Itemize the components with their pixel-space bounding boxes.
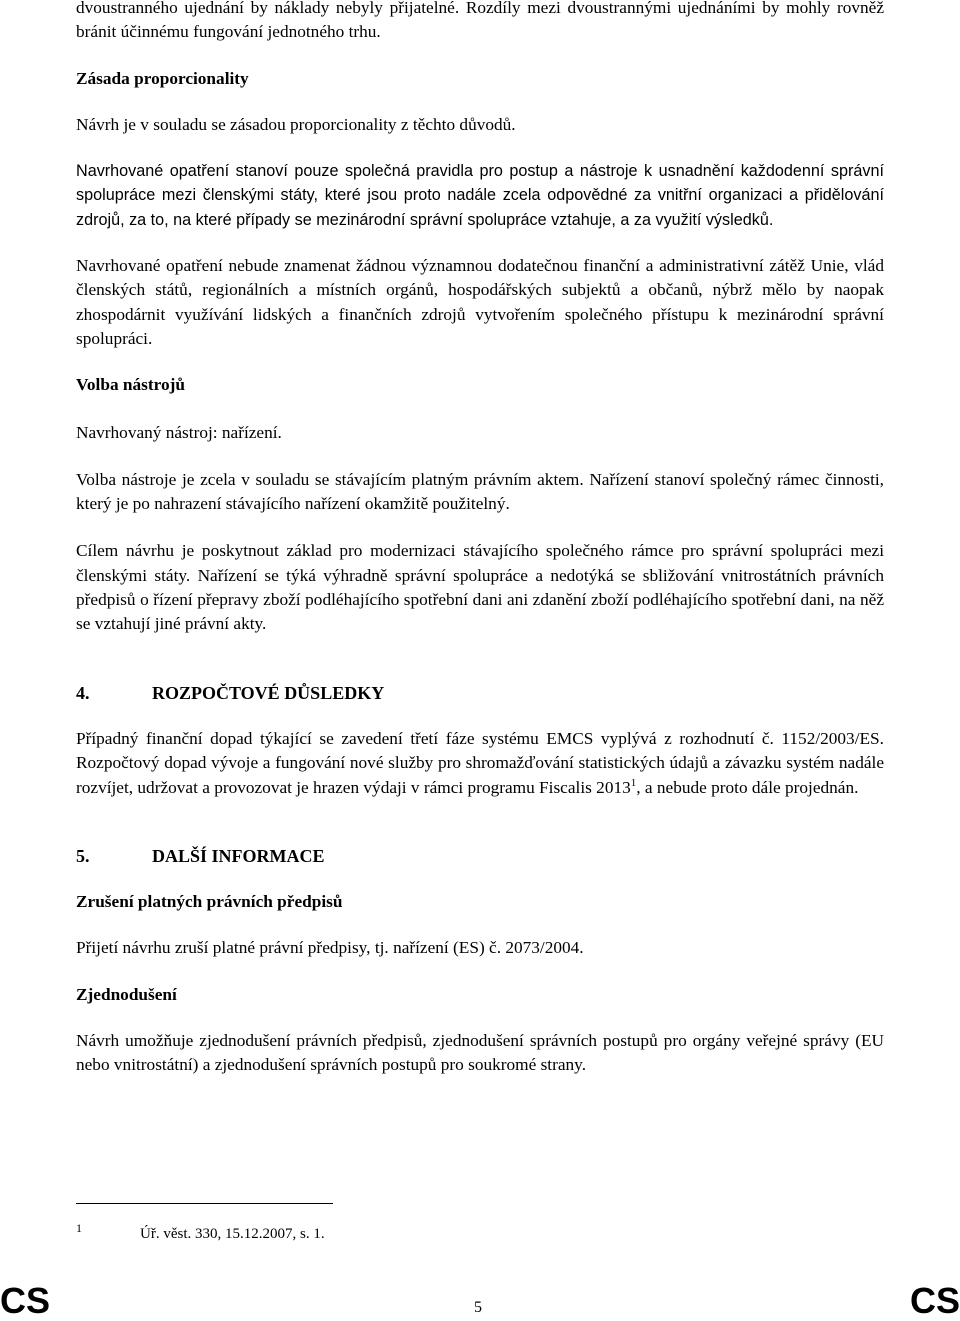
paragraph-instrument: Navrhovaný nástroj: nařízení.: [76, 422, 282, 442]
heading-instrument: Volba nástrojů: [76, 375, 186, 395]
language-code-left: CS: [0, 1280, 51, 1321]
paragraph-top: dvoustranného ujednání by náklady nebyly přijatelné. Rozdíly mezi dvoustrannými ujednáními by mohly rovněž bránit účinnému fungování jednotného trhu.: [76, 0, 884, 42]
document-body: [76, 0, 884, 1078]
footnote-mark: 1: [76, 1221, 82, 1235]
heading-repeal: Zrušení platných právních předpisů: [76, 892, 343, 912]
paragraph-budget-tail: , a nebude proto dále projednán.: [636, 777, 859, 797]
paragraph-budget-text: Případný finanční dopad týkající se zavedení třetí fáze systému EMCS vyplývá z rozhodnutí č. 1152/2003/ES. Rozpočtový dopad vývoje a fungování nové služby pro shromažďování statistických údajů a závazku systém nadále rozvíjet, udržovat a provozovat je hrazen výdaji v rámci programu Fiscalis 2013: [76, 728, 884, 797]
paragraph-measures: Navrhované opatření stanoví pouze společná pravidla pro postup a nástroje k usnadnění každodenní správní spolupráce mezi členskými státy, které jsou proto nadále zcela odpovědné za vnitřní organizaci a přidělování zdrojů, za to, na které případy se mezinárodní správní spolupráce vztahuje, a za využití výsledků.: [76, 162, 884, 229]
page-number: 5: [474, 1299, 482, 1316]
paragraph-burden: Navrhované opatření nebude znamenat žádnou významnou dodatečnou finanční a administrativní zátěž Unie, vlád členských států, regionálních a místních orgánů, hospodářských subjektů a občanů, nýbrž mělo by naopak zhospodárnit využívání lidských a finančních zdrojů vytvořením společného přístupu k mezinárodní správní spolupráci.: [76, 256, 884, 348]
section-4-title: ROZPOČTOVÉ DŮSLEDKY: [152, 682, 385, 703]
paragraph-aim: Cílem návrhu je poskytnout základ pro modernizaci stávajícího společného rámce pro správní spolupráci mezi členskými státy. Nařízení se týká výhradně správní spolupráce a nedotýká se sbližování vnitrostátních právních předpisů o řízení přepravy zboží podléhajícího spotřební dani ani zdanění zboží podléhajícího spotřební dani, na něž se vztahují jiné právní akty.: [76, 541, 884, 634]
paragraph-simplification: Návrh umožňuje zjednodušení právních předpisů, zjednodušení správních postupů pro orgány veřejné správy (EU nebo vnitrostátní) a zjednodušení správních postupů pro soukromé strany.: [76, 1031, 884, 1075]
section-5-heading: [76, 844, 884, 868]
language-code-right: CS: [909, 1280, 960, 1321]
paragraph-proportionality: Návrh je v souladu se zásadou proporcionality z těchto důvodů.: [76, 114, 516, 134]
paragraph-choice: Volba nástroje je zcela v souladu se stávajícím platným právním aktem. Nařízení stanoví společný rámec činnosti, který je po nahrazení stávajícího nařízení okamžitě použitelný.: [76, 469, 884, 514]
footnote-separator: [76, 1203, 333, 1204]
footnote-text: Úř. věst. 330, 15.12.2007, s. 1.: [140, 1226, 325, 1242]
section-5-number: 5.: [76, 845, 90, 866]
footnote: [76, 1221, 325, 1244]
section-4-number: 4.: [76, 682, 90, 703]
section-5-title: DALŠÍ INFORMACE: [152, 845, 325, 866]
heading-proportionality: Zásada proporcionality: [76, 68, 249, 88]
paragraph-repeal: Přijetí návrhu zruší platné právní předpisy, tj. nařízení (ES) č. 2073/2004.: [76, 938, 584, 958]
heading-simplification: Zjednodušení: [76, 984, 177, 1004]
section-4-heading: [76, 681, 884, 705]
footnote-reference: 1: [630, 776, 637, 789]
paragraph-budget: [76, 727, 884, 800]
